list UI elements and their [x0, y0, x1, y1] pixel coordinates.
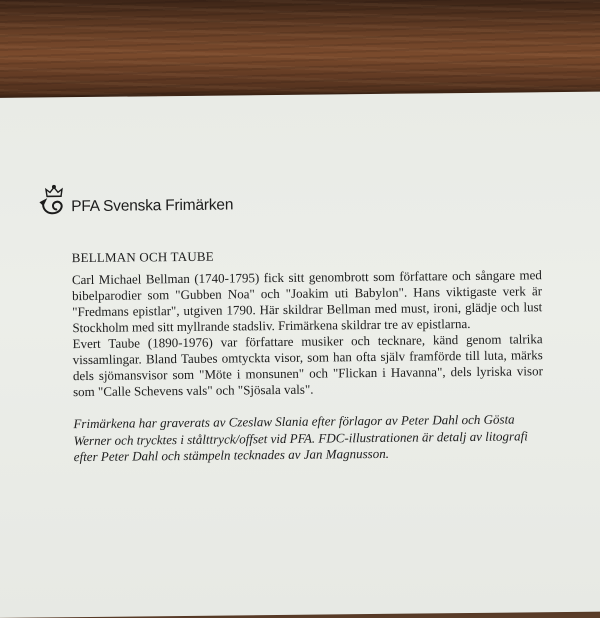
paragraph-taube: Evert Taube (1890-1976) var författare musiker och tecknare, känd genom talrika vissamlingar. Bland Taubes omtyckta visor, som han ofta själv framförde till luta, märks dels sjömansvisor som "Möte i monsunen" och "Flickan i Havanna", dels lyriska visor som "Calle Schevens vals" och "Sjösala vals". [72, 331, 543, 400]
document-sheet [0, 91, 600, 618]
brand-name: PFA Svenska Frimärken [71, 196, 233, 216]
paragraph-bellman: Carl Michael Bellman (1740-1795) fick sitt genombrott som författare och sångare med bibelparodier som "Gubben Noa" och "Joakim uti Babylon". Hans viktigaste verk är "Fredmans epistlar", utgiven 1790. Här skildrar Bellman med must, ironi, glädje och lust Stockholm med sitt myllrande stadsliv. Frimärkena skildrar tre av epistlarna. [72, 267, 543, 336]
posthorn-crown-icon [39, 184, 69, 218]
article [72, 245, 544, 465]
article-heading: BELLMAN OCH TAUBE [72, 245, 542, 266]
publisher-logo [39, 182, 233, 218]
wooden-table-background [0, 0, 600, 100]
credits-paragraph: Frimärkena har graverats av Czeslaw Slania efter förlagor av Peter Dahl och Gösta Werner och trycktes i stålttryck/offset vid PFA. FDC-illustrationen är detalj av litografi efter Peter Dahl och stämpeln tecknades av Jan Magnusson. [73, 411, 543, 465]
